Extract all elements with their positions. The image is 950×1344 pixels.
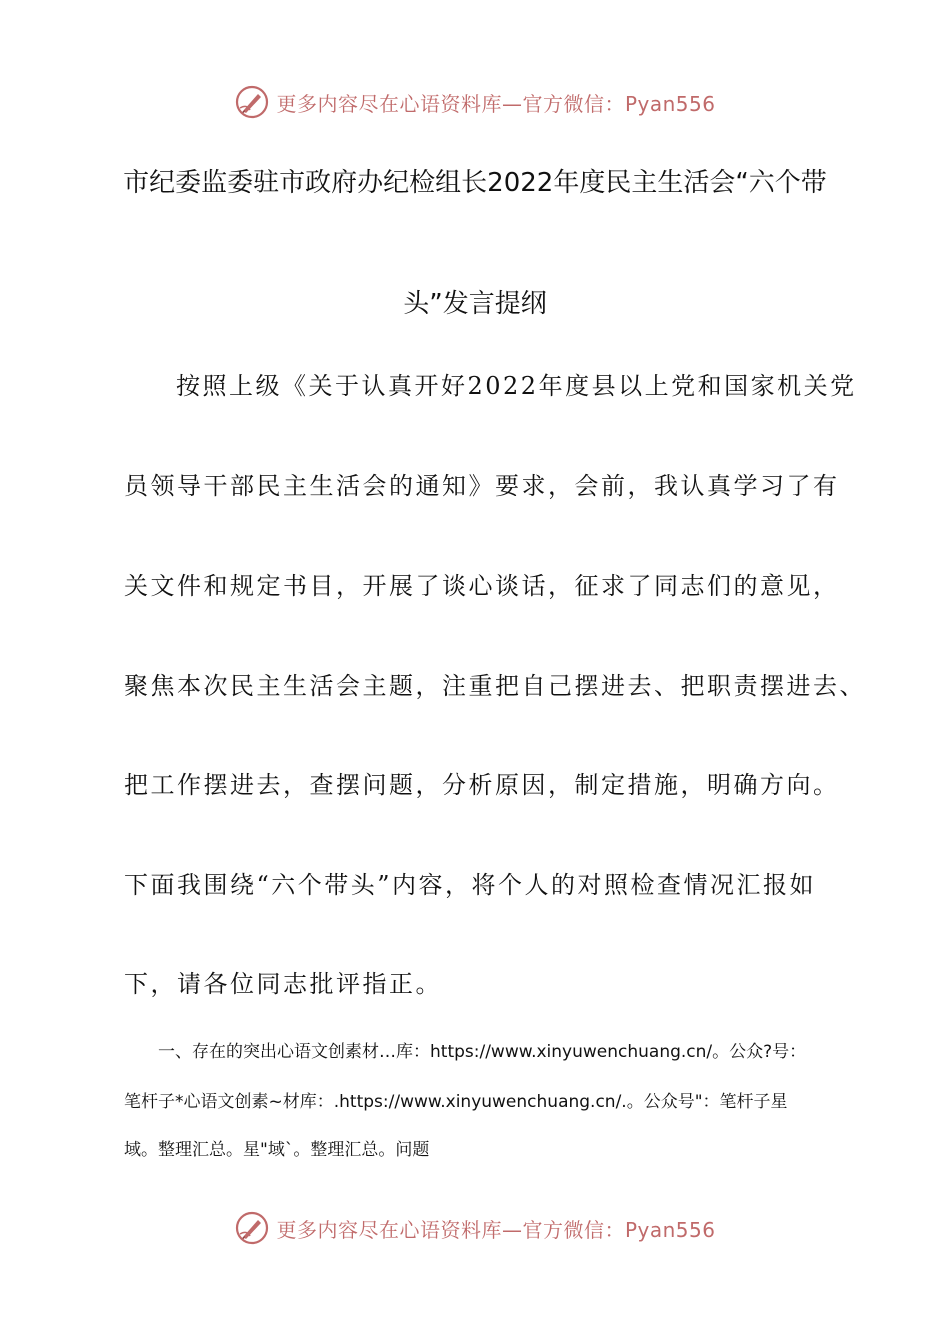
quill-pen-logo-icon bbox=[234, 84, 270, 120]
header-banner bbox=[0, 82, 950, 122]
section-text-line: 笔杆子*心语文创素~材库：.https://www.xinyuwenchuang.cn/.。公众号"：笔杆子星 bbox=[124, 1092, 788, 1112]
paragraph-line: 员领导干部民主生活会的通知》要求，会前，我认真学习了有 bbox=[124, 472, 840, 500]
page-title-continued: 头”发言提纲 bbox=[403, 289, 547, 319]
section-heading-line: 一、存在的突出心语文创素材…库：https://www.xinyuwenchuang.cn/。公众?号： bbox=[158, 1042, 807, 1062]
paragraph-line: 聚焦本次民主生活会主题，注重把自己摆进去、把职责摆进去、 bbox=[124, 672, 866, 700]
paragraph-line: 关文件和规定书目，开展了谈心谈话，征求了同志们的意见， bbox=[124, 572, 840, 600]
banner-text: 更多内容尽在心语资料库—官方微信：Pyan556 bbox=[276, 91, 716, 116]
paragraph-line: 把工作摆进去，查摆问题，分析原因，制定措施，明确方向。 bbox=[124, 771, 840, 799]
paragraph-line: 下，请各位同志批评指正。 bbox=[124, 970, 442, 998]
footer-banner bbox=[0, 1208, 950, 1248]
banner-text: 更多内容尽在心语资料库—官方微信：Pyan556 bbox=[276, 1217, 716, 1242]
quill-pen-logo-icon bbox=[234, 1210, 270, 1246]
page-title: 市纪委监委驻市政府办纪检组长2022年度民主生活会“六个带 bbox=[123, 168, 827, 198]
paragraph-line: 按照上级《关于认真开好2022年度县以上党和国家机关党 bbox=[176, 372, 857, 400]
section-text-line: 域。整理汇总。星"域`。整理汇总。问题 bbox=[124, 1140, 430, 1160]
paragraph-line: 下面我围绕“六个带头”内容，将个人的对照检查情况汇报如 bbox=[124, 871, 817, 899]
